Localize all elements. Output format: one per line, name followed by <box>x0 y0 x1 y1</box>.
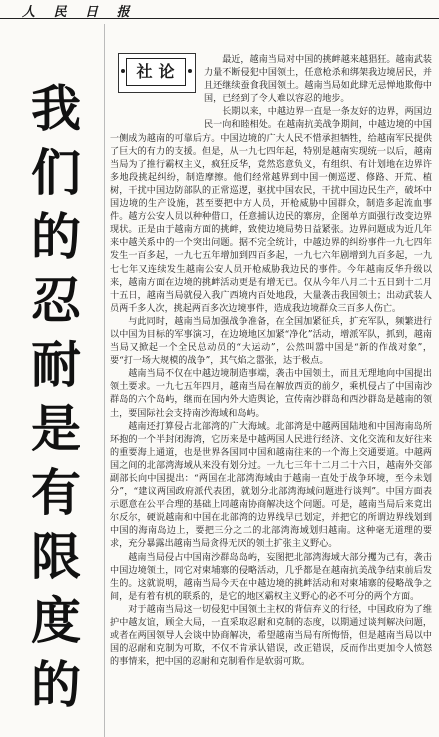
article-body <box>110 54 432 737</box>
headline-char: 们 <box>31 144 81 202</box>
article-paragraph: 长期以来，中越边界一直是一条友好的边界，两国边民一向和睦相处。在越南抗美战争期间，中越边境的中国一侧成为越南的可靠后方。中国边境的广大人民不惜承担牺牲，给越南军民提供了巨大的有力的支援。但是，从一九七四年起，特别是越南实现统一以后，越南当局为了推行霸权主义，疯狂反华，竟然恣意负义，有组织、有计划地在边界许多地段挑起纠纷，制造摩擦。他们经常越界到中国一侧巡逻、修路、开荒、植树，干扰中国边防部队的正常巡逻，驱扰中国农民，干扰中国边民生产，破坏中国边境的生产设施，甚至要把中方人员，开枪威胁中国群众，制造多起流血事件。越方公安人员以种种借口，任意捕认边民的寨房，企图单方面强行改变边界现状。正是由于越南方面的挑衅，致使边境局势日益紧张。边界问题成为近几年来中越关系中的一个突出问题。据不完全统计，中越边界的纠纷事件一九七四年发生一百多起，一九七五年增加到四百多起，一九七六年剧增到九百多起，一九七七年又连续发生越南公安人员开枪威胁我边民的事件。今年越南反华升级以来，越南方面在边境的挑衅活动更是有增无已。仅从今年八月二十五日到十二月十五日，越南当局就侵入我广西境内百处地段，大量袭击我国领土；出动武装人员两千多人次，挑起两百多次边境事件，造成我边境群众三百多人伤亡。 <box>110 107 432 314</box>
article-paragraph: 对于越南当局这一切侵犯中国领土主权的背信弃义的行径，中国政府为了维护中越友谊，顾全大局，一直采取忍耐和克制的态度，以期通过谈判解决问题，或者在两国领导人会谈中协商解决，希望越南当局有所悔悟，但是越南当局以中国的忍耐和克制为可欺，不仅不肯承认错误，改正错误，反而作出更加令人愤怒的事情来，把中国的忍耐和克制看作是软弱可欺。 <box>110 604 432 668</box>
article-paragraph: 越南还打算侵占北部湾的广大海域。北部湾是中越两国陆地和中国海南岛所环抱的一个半封闭海湾，它历来是中越两国人民进行经济、文化交流和友好往来的重要海上通道，也是世界各国同中国和越南往来的一个海上交通要道。中越两国之间的北部湾海域从来没有划分过。一九七三年十二月二十六日，越南外交部副部长向中国提出：“两国在北部湾海域由于越南一直处于战争环境，至今未划分”，“建议两国政府派代表团，就划分北部湾海域问题进行谈判”。中国方面表示愿意在公平合理的基础上同越南协商解决这个问题。可是，越南当局后来竟出尔反尔，硬说越南和中国在北部湾的边界线早已划定，并把它的所谓边界线划到中国的海南岛边上，要把三分之二的北部湾海域划归越南。这种毫无道理的要求，充分暴露出越南当局贪得无厌的领土扩张主义野心。 <box>110 421 432 550</box>
badge-spacer <box>110 54 204 126</box>
headline-char: 限 <box>31 528 81 586</box>
newspaper-masthead <box>0 0 439 19</box>
editorial-badge-label: 社论 <box>126 58 186 86</box>
article-paragraph: 最近，越南当局对中国的挑衅越来越猖狂。越南武装力量不断侵犯中国领土，任意枪杀和绑架我边境居民，并且还继续蚕食我国领土。越南当局如此肆无忌惮地欺侮中国，已经到了令人难以容忍的地步。 <box>204 55 432 105</box>
headline-char: 耐 <box>31 336 81 394</box>
article-paragraph: 越南当局不仅在中越边境制造事端，袭击中国领土，而且无理地向中国提出领土要求。一九七五年四月，越南当局在解放西贡的前夕，乘机侵占了中国南沙群岛的六个岛屿，继而在国内外大造舆论，宣传南沙群岛和西沙群岛是越南的领土，要国际社会支持南沙海域和岛屿。 <box>110 369 432 419</box>
article-paragraph: 与此同时，越南当局加强战争准备，在全国加紧征兵，扩充军队，频繁进行以中国为目标的军事演习，在边境地区加紧“净化”活动，增派军队，抓到，越南当局又掀起一个全民总动员的“大运动”，公然叫嚣中国是“新的作战对象”，要“打一场大规模的战争”，其气焰之嚣张，达于极点。 <box>110 316 432 367</box>
headline-char: 我 <box>31 80 81 138</box>
headline-char: 是 <box>31 400 81 458</box>
headline-char: 忍 <box>31 272 81 330</box>
headline-char: 有 <box>31 464 81 522</box>
masthead-title: 人 民 日 报 <box>22 5 137 20</box>
article-paragraph: 越南当局侵占中国南沙群岛岛屿，妄图把北部湾海域大部分攫为己有，袭击中国边境领土，同它对柬埔寨的侵略活动，几乎都是在越南抗美战争结束前后发生的。这就说明，越南当局今天在中越边境的挑衅活动和对柬埔寨的侵略战争之间，是有着有机的联系的，是它的地区霸权主义野心的必不可分的两个方面。 <box>110 552 432 602</box>
headline-char: 度 <box>31 592 81 650</box>
headline-char: 的 <box>31 656 81 714</box>
headline-char: 的 <box>31 208 81 266</box>
headline-column <box>0 24 105 737</box>
